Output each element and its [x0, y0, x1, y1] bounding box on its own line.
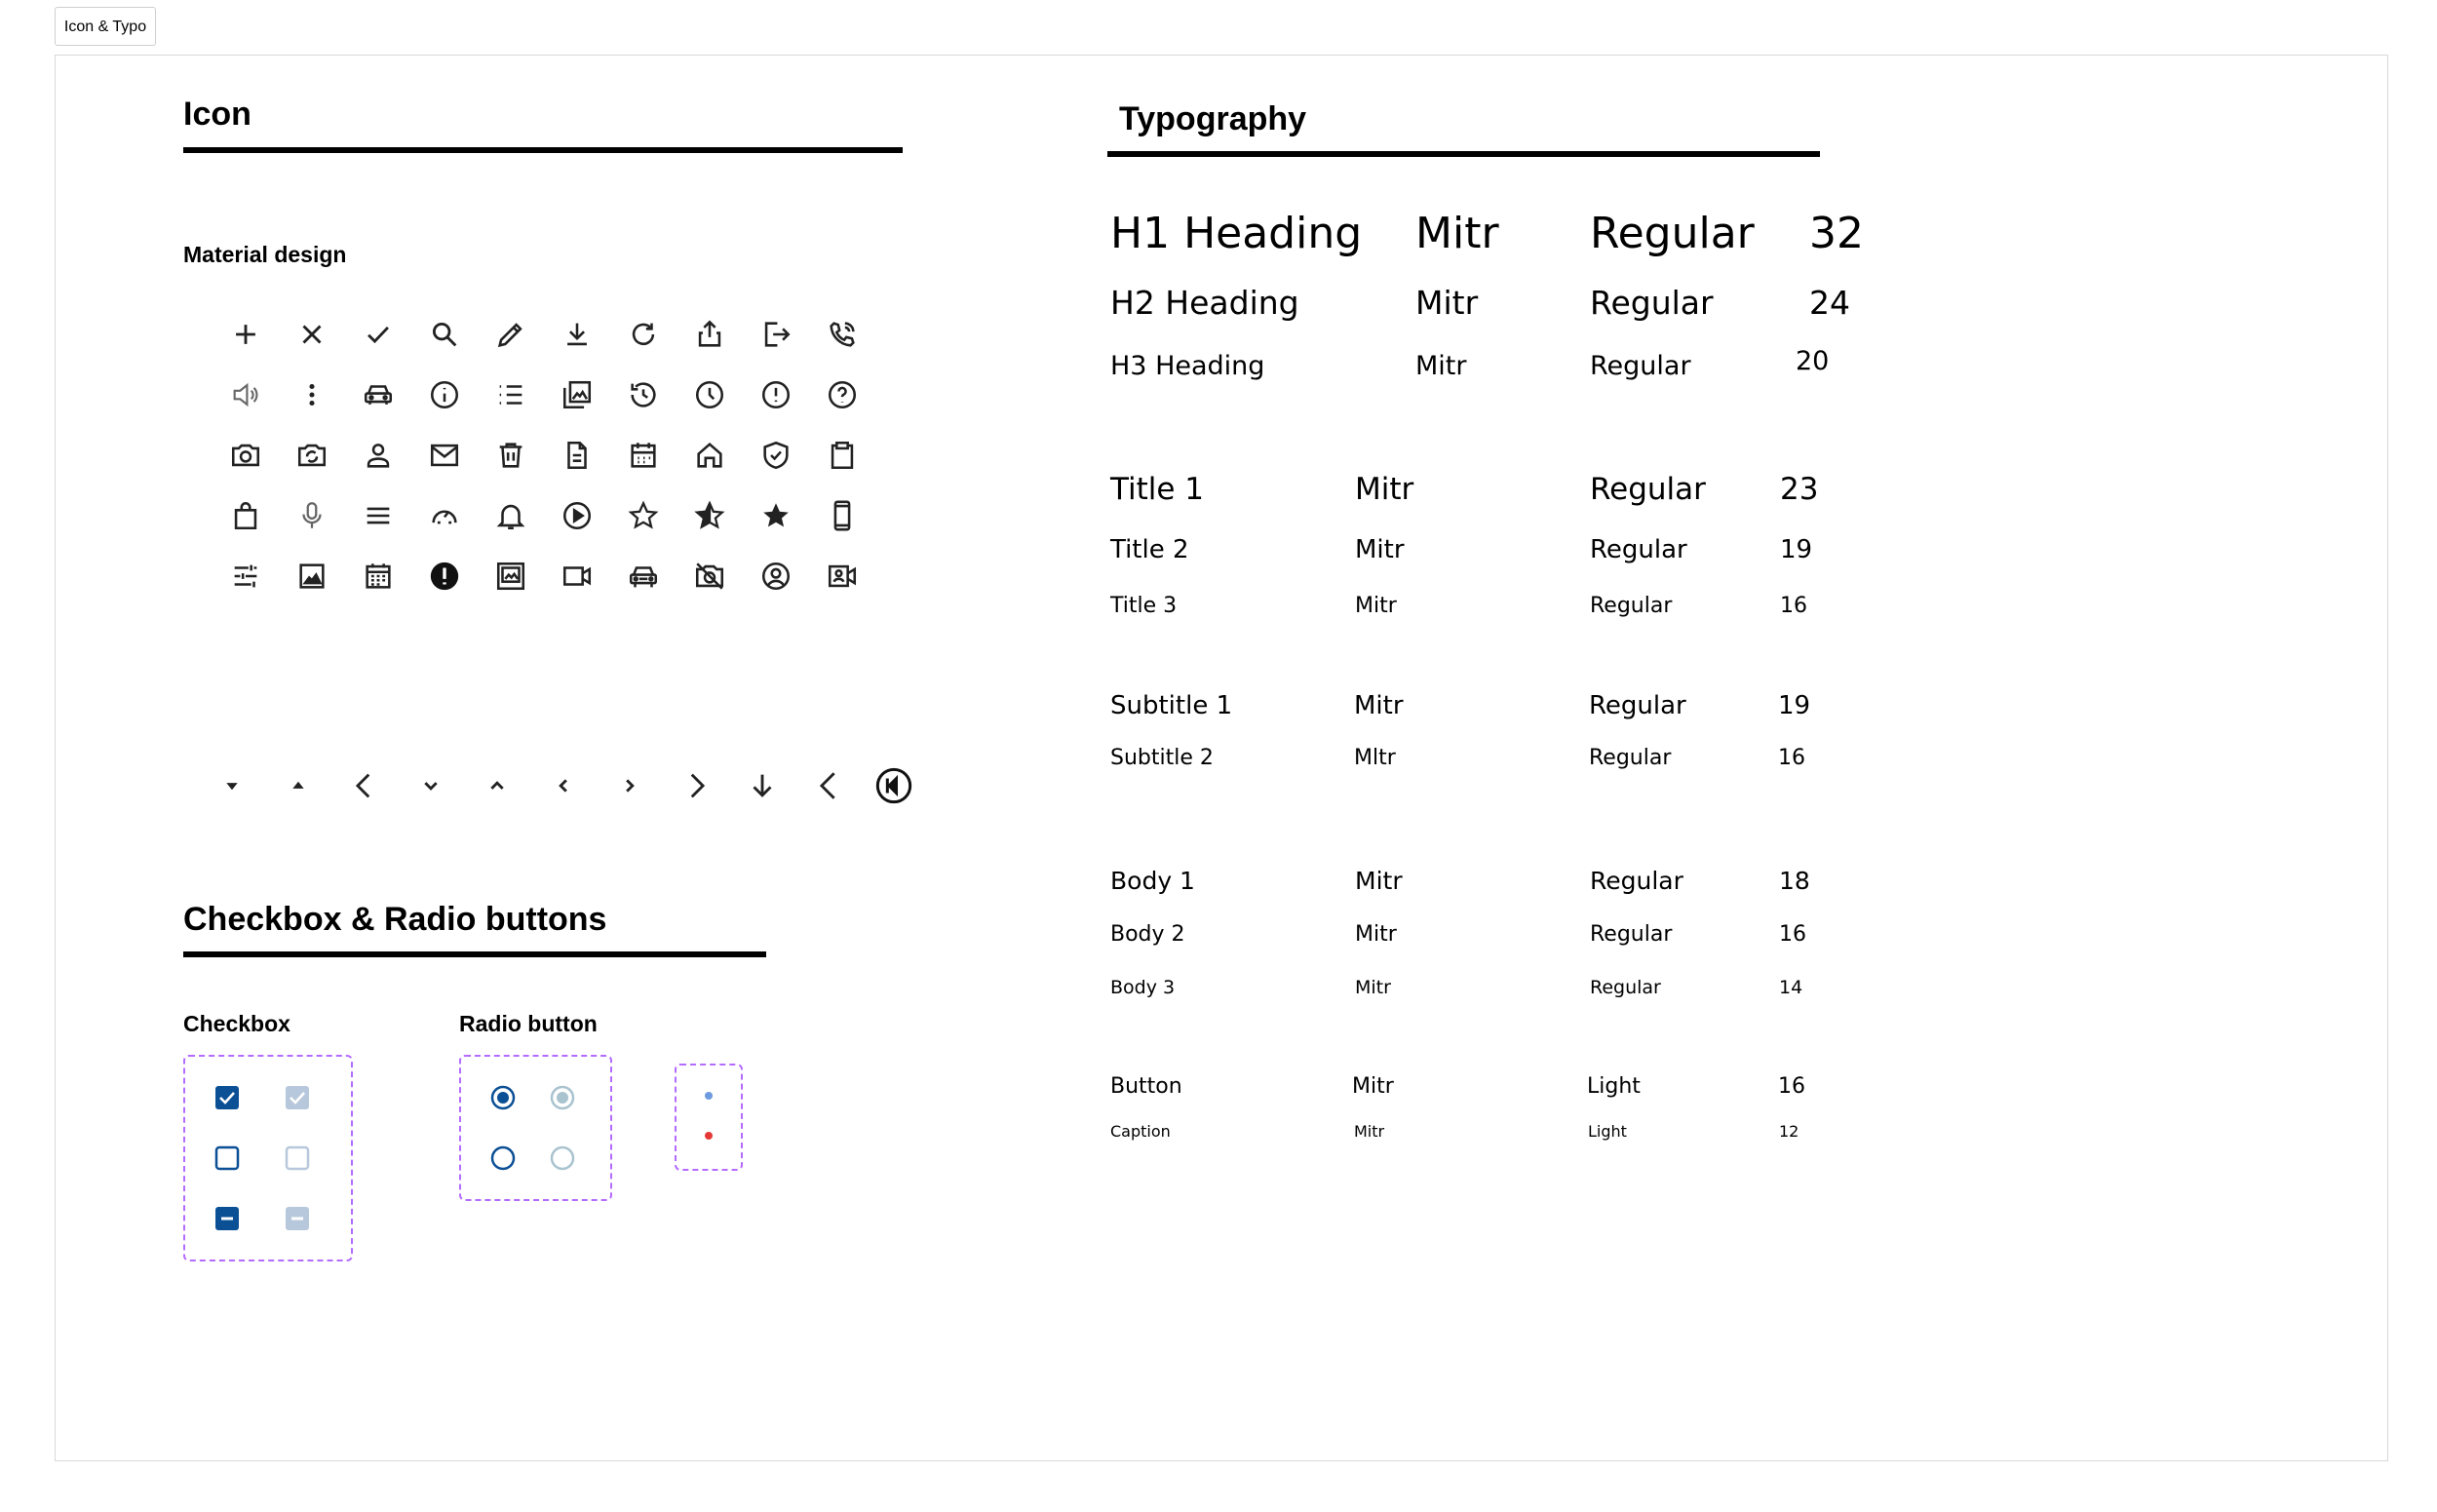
typo-name: H2 Heading [1110, 284, 1299, 322]
camera-icon [229, 439, 262, 472]
status-dot-blue [703, 1090, 715, 1102]
image-icon [295, 560, 329, 593]
tune-icon [229, 560, 262, 593]
typo-weight: Regular [1590, 351, 1691, 381]
typo-weight: Regular [1589, 746, 1672, 770]
arrow-down-icon [746, 769, 779, 802]
typo-size: 16 [1780, 594, 1807, 618]
radio-selected-disabled [549, 1084, 576, 1111]
frame-label[interactable]: Icon & Typo [55, 7, 156, 46]
typo-weight: Regular [1589, 691, 1686, 720]
close-icon [295, 318, 329, 351]
icon-section-title: Icon [183, 96, 251, 133]
typo-name: Title 3 [1110, 594, 1178, 618]
play-circle-icon [561, 499, 594, 532]
shopping-bag-icon [229, 499, 262, 532]
check-icon [362, 318, 395, 351]
typo-name: Body 1 [1110, 867, 1195, 895]
typo-name: H3 Heading [1110, 351, 1265, 381]
typo-name: H1 Heading [1110, 209, 1363, 258]
photo-library-icon [561, 378, 594, 411]
typo-name: Body 3 [1110, 977, 1176, 998]
car-front-icon [627, 560, 660, 593]
typo-font: Mitr [1415, 284, 1479, 322]
camera-off-icon [693, 560, 726, 593]
typo-font: Mltr [1354, 746, 1396, 770]
icon-section-rule [183, 147, 903, 153]
info-icon [428, 378, 461, 411]
contact-video-icon [826, 560, 859, 593]
checkbox-section-title: Checkbox & Radio buttons [183, 901, 607, 938]
camera-switch-icon [295, 439, 329, 472]
typo-font: Mitr [1415, 351, 1467, 381]
back-circle-icon [874, 766, 913, 805]
checkbox-checked-disabled [285, 1085, 310, 1110]
typo-weight: Regular [1590, 594, 1673, 618]
bell-icon [494, 499, 527, 532]
checkbox-checked[interactable] [214, 1085, 240, 1110]
clock-icon [693, 378, 726, 411]
radio-label: Radio button [459, 1011, 598, 1036]
checkbox-group [183, 1055, 353, 1261]
typography-section-title: Typography [1119, 100, 1307, 137]
mail-icon [428, 439, 461, 472]
typo-font: Mitr [1354, 1122, 1385, 1141]
typo-font: Mitr [1355, 867, 1403, 895]
alert-circle-icon [759, 378, 793, 411]
caret-down-icon [215, 769, 249, 802]
star-half-icon [693, 499, 726, 532]
typo-font: Mitr [1415, 209, 1499, 258]
account-circle-icon [759, 560, 793, 593]
refresh-icon [627, 318, 660, 351]
chevron-up-icon [481, 769, 514, 802]
history-icon [627, 378, 660, 411]
smartphone-icon [826, 499, 859, 532]
chevron-right-small-icon [613, 769, 646, 802]
edit-pencil-icon [494, 318, 527, 351]
typography-section-rule [1107, 151, 1820, 157]
typo-name: Title 2 [1110, 535, 1189, 564]
typo-name: Caption [1110, 1122, 1171, 1141]
microphone-icon [295, 499, 329, 532]
typo-name: Subtitle 1 [1110, 691, 1233, 720]
typo-weight: Regular [1590, 472, 1706, 507]
star-filled-icon [759, 499, 793, 532]
logout-icon [759, 318, 793, 351]
phone-call-icon [826, 318, 859, 351]
plus-icon [229, 318, 262, 351]
home-icon [693, 439, 726, 472]
typo-size: 16 [1779, 922, 1806, 947]
clipboard-icon [826, 439, 859, 472]
typo-name: Button [1110, 1074, 1182, 1099]
checkbox-unchecked[interactable] [214, 1145, 240, 1171]
typo-weight: Regular [1590, 535, 1687, 564]
chevron-right-large-icon [679, 769, 713, 802]
more-vertical-icon [295, 378, 329, 411]
typo-size: 16 [1778, 1074, 1805, 1099]
checkbox-section-rule [183, 951, 766, 957]
checkbox-indeterminate-disabled [285, 1206, 310, 1231]
trash-icon [494, 439, 527, 472]
icon-subtitle: Material design [183, 242, 347, 267]
typo-name: Body 2 [1110, 922, 1185, 947]
typo-name: Title 1 [1110, 472, 1205, 507]
typo-weight: Regular [1590, 284, 1714, 322]
calendar-icon [627, 439, 660, 472]
speed-gauge-icon [428, 499, 461, 532]
car-icon [362, 378, 395, 411]
download-icon [561, 318, 594, 351]
typo-size: 12 [1779, 1122, 1799, 1141]
help-circle-icon [826, 378, 859, 411]
checkbox-indeterminate[interactable] [214, 1206, 240, 1231]
list-icon [494, 378, 527, 411]
person-icon [362, 439, 395, 472]
typo-size: 23 [1780, 472, 1819, 507]
typo-font: Mitr [1355, 535, 1405, 564]
typo-size: 24 [1809, 284, 1850, 322]
error-filled-icon [428, 560, 461, 593]
typo-font: Mitr [1355, 922, 1397, 947]
document-icon [561, 439, 594, 472]
typo-weight: Regular [1590, 209, 1755, 258]
share-icon [693, 318, 726, 351]
star-outline-icon [627, 499, 660, 532]
typo-name: Subtitle 2 [1110, 746, 1214, 770]
chevron-left-small-icon [547, 769, 580, 802]
status-dot-red [703, 1130, 715, 1142]
chevron-left-thin-icon [812, 769, 845, 802]
typo-weight: Regular [1590, 977, 1661, 998]
typo-font: Mitr [1355, 594, 1397, 618]
typo-font: Mitr [1355, 472, 1414, 507]
typo-weight: Light [1587, 1074, 1641, 1099]
typo-font: Mitr [1355, 977, 1391, 998]
caret-up-icon [282, 769, 315, 802]
menu-icon [362, 499, 395, 532]
frame-border [55, 55, 2388, 1461]
volume-icon [229, 378, 262, 411]
typo-font: Mitr [1352, 1074, 1394, 1099]
status-dot-group [675, 1064, 743, 1171]
search-icon [428, 318, 461, 351]
typo-size: 14 [1779, 977, 1803, 998]
checkbox-label: Checkbox [183, 1011, 290, 1036]
typo-size: 18 [1779, 867, 1810, 895]
typo-weight: Regular [1590, 922, 1673, 947]
typo-size: 19 [1780, 535, 1813, 564]
checkbox-unchecked-disabled [285, 1145, 310, 1171]
radio-group [459, 1055, 612, 1201]
typo-weight: Regular [1590, 867, 1683, 895]
typo-size: 20 [1796, 346, 1830, 376]
typo-size: 16 [1778, 746, 1805, 770]
calendar-grid-icon [362, 560, 395, 593]
shield-check-icon [759, 439, 793, 472]
typo-font: Mitr [1354, 691, 1404, 720]
video-camera-icon [561, 560, 594, 593]
typo-size: 32 [1809, 209, 1864, 258]
radio-unselected[interactable] [489, 1144, 517, 1172]
chevron-left-large-icon [348, 769, 381, 802]
inbox-image-icon [494, 560, 527, 593]
radio-unselected-disabled [549, 1144, 576, 1172]
typo-weight: Light [1588, 1122, 1627, 1141]
chevron-down-icon [414, 769, 447, 802]
radio-selected[interactable] [489, 1084, 517, 1111]
typo-size: 19 [1778, 691, 1811, 720]
